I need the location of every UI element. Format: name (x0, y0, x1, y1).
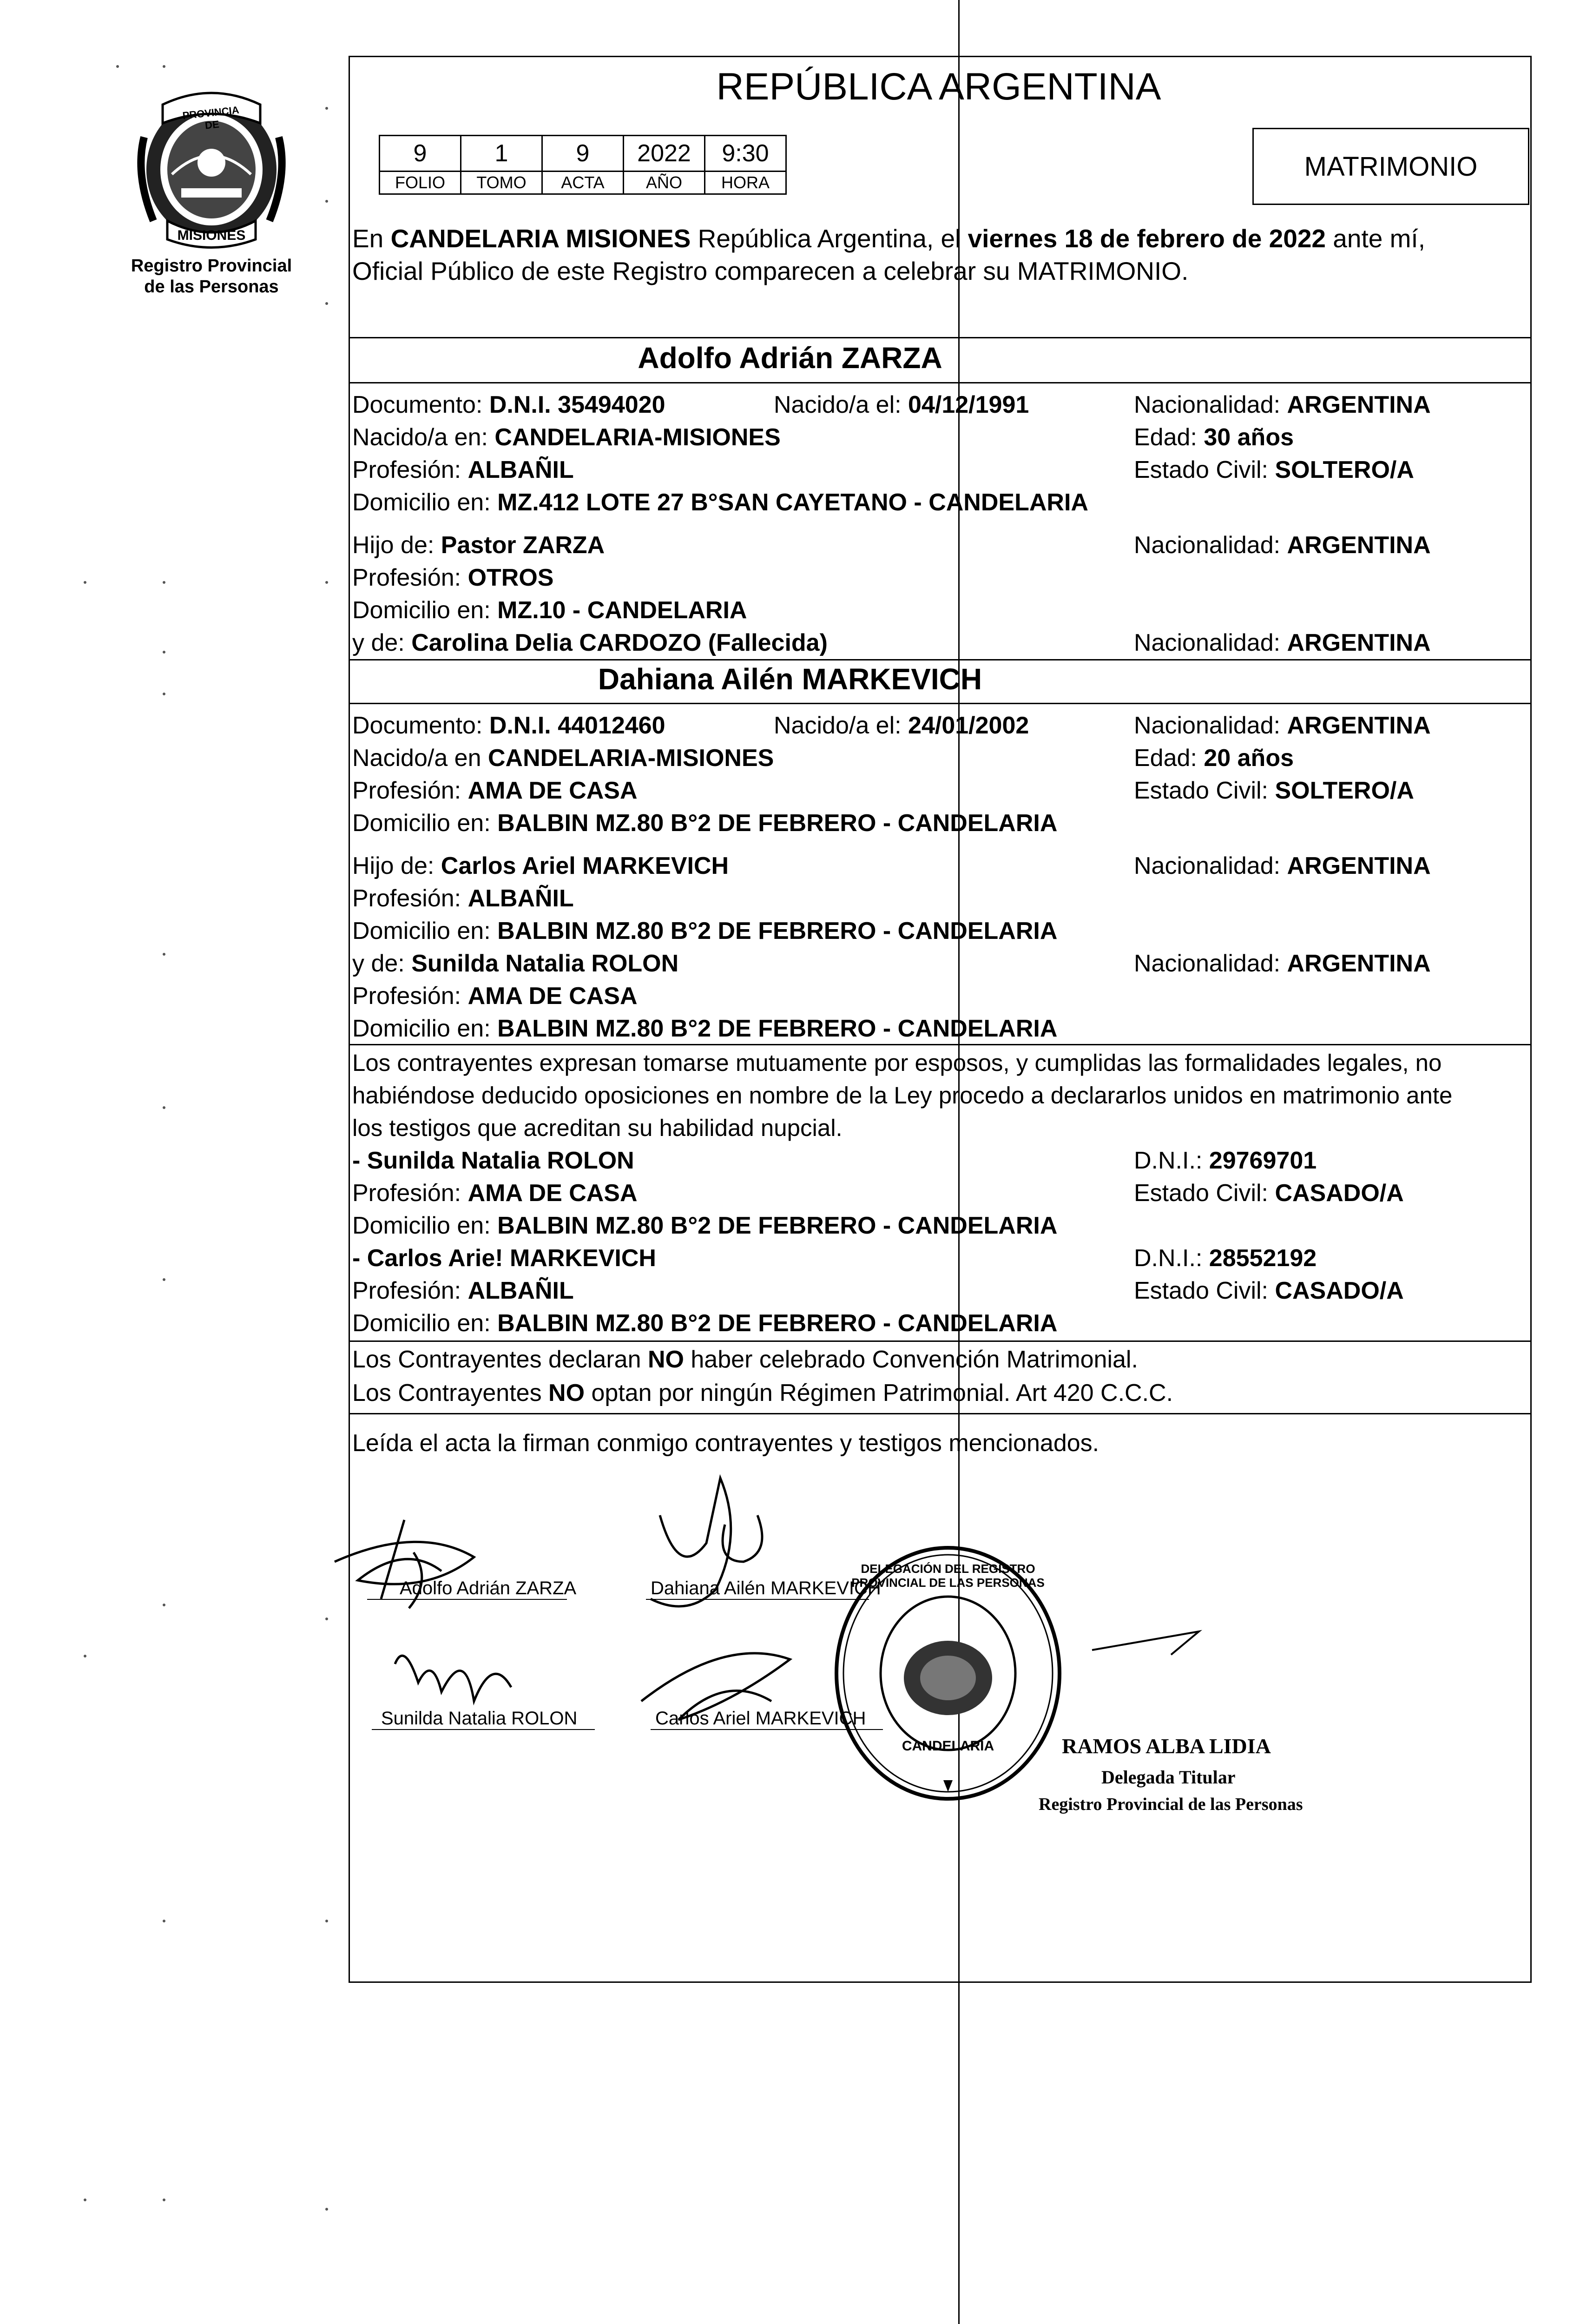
official-role: Delegada Titular (1101, 1767, 1236, 1788)
closing-text: Leída el acta la firman conmigo contrayentes y testigos mencionados. (352, 1430, 1099, 1457)
declaration-line-2: habiéndose deducido oposiciones en nombre de la Ley procedo a declararlos unidos en matrimonio ante (352, 1082, 1453, 1109)
spouse1-civil: Estado Civil: SOLTERO/A (1134, 456, 1414, 483)
witness2-job: Profesión: ALBAÑIL (352, 1277, 574, 1304)
spouse1-born: Nacido/a el: 04/12/1991 (774, 391, 1029, 418)
intro-line-2: Oficial Público de este Registro comparecen a celebrar su MATRIMONIO. (352, 257, 1189, 285)
tomo-value: 1 (461, 136, 542, 172)
spouse1-doc: Documento: D.N.I. 35494020 (352, 391, 665, 418)
divider (349, 382, 1532, 383)
spouse1-name: Adolfo Adrián ZARZA (638, 341, 942, 375)
divider (349, 1340, 1532, 1342)
convention-line-1: Los Contrayentes declaran NO haber celebrado Convención Matrimonial. (352, 1346, 1138, 1373)
spouse1-birthplace: Nacido/a en: CANDELARIA-MISIONES (352, 424, 781, 451)
time-value: 9:30 (705, 136, 786, 172)
witness2-name: - Carlos Arie! MARKEVICH (352, 1245, 656, 1272)
tomo-label: TOMO (461, 172, 542, 194)
divider (349, 1413, 1532, 1414)
spouse1-father: Hijo de: Pastor ZARZA (352, 532, 605, 559)
divider (349, 1044, 1532, 1045)
signature-line (367, 1599, 567, 1600)
spouse1-father-addr: Domicilio en: MZ.10 - CANDELARIA (352, 597, 747, 624)
stamp-ring-text: DELEGACIÓN DEL REGISTRO PROVINCIAL DE LAS PERSONAS (851, 1562, 1045, 1590)
official-name: RAMOS ALBA LIDIA (1062, 1734, 1271, 1758)
spouse1-age: Edad: 30 años (1134, 424, 1294, 451)
spouse1-job: Profesión: ALBAÑIL (352, 456, 574, 483)
time-label: HORA (705, 172, 786, 194)
divider (349, 337, 1532, 338)
spouse2-mother-nat: Nacionalidad: ARGENTINA (1134, 950, 1431, 977)
spouse1-nat: Nacionalidad: ARGENTINA (1134, 391, 1431, 418)
witness2-addr: Domicilio en: BALBIN MZ.80 B°2 DE FEBRERO - CANDELARIA (352, 1310, 1058, 1337)
spouse2-father-addr: Domicilio en: BALBIN MZ.80 B°2 DE FEBRERO - CANDELARIA (352, 918, 1058, 944)
folio-value: 9 (380, 136, 461, 172)
spouse2-father-nat: Nacionalidad: ARGENTINA (1134, 852, 1431, 879)
logo-seal-top: PROVINCIA DE (182, 104, 240, 132)
spouse2-father: Hijo de: Carlos Ariel MARKEVICH (352, 852, 729, 879)
spouse2-doc: Documento: D.N.I. 44012460 (352, 712, 665, 739)
witness1-civil: Estado Civil: CASADO/A (1134, 1180, 1404, 1207)
divider (349, 659, 1532, 660)
spouse2-mother-job: Profesión: AMA DE CASA (352, 983, 638, 1010)
spouse2-mother-addr: Domicilio en: BALBIN MZ.80 B°2 DE FEBRERO - CANDELARIA (352, 1015, 1058, 1042)
witness2-dni: D.N.I.: 28552192 (1134, 1245, 1317, 1272)
witness1-dni: D.N.I.: 29769701 (1134, 1147, 1317, 1174)
acta-label: ACTA (542, 172, 624, 194)
logo-caption-2: de las Personas (144, 277, 279, 297)
registry-table (379, 135, 787, 195)
acta-value: 9 (542, 136, 624, 172)
convention-line-2: Los Contrayentes NO optan por ningún Régimen Patrimonial. Art 420 C.C.C. (352, 1380, 1173, 1406)
witness1-name: - Sunilda Natalia ROLON (352, 1147, 634, 1174)
witness1-job: Profesión: AMA DE CASA (352, 1180, 638, 1207)
declaration-line-1: Los contrayentes expresan tomarse mutuamente por esposos, y cumplidas las formalidades legales, no (352, 1050, 1442, 1076)
spouse1-father-job: Profesión: OTROS (352, 564, 554, 591)
witness1-addr: Domicilio en: BALBIN MZ.80 B°2 DE FEBRERO - CANDELARIA (352, 1212, 1058, 1239)
witness2-civil: Estado Civil: CASADO/A (1134, 1277, 1404, 1304)
declaration-line-3: los testigos que acreditan su habilidad nupcial. (352, 1115, 843, 1141)
spouse1-address: Domicilio en: MZ.412 LOTE 27 B°SAN CAYETANO - CANDELARIA (352, 489, 1088, 516)
spouse2-name: Dahiana Ailén MARKEVICH (598, 662, 982, 696)
divider (349, 703, 1532, 704)
spouse1-mother-nat: Nacionalidad: ARGENTINA (1134, 629, 1431, 656)
spouse2-father-job: Profesión: ALBAÑIL (352, 885, 574, 912)
official-stamp (827, 1538, 1069, 1808)
signature-label-witness2: Carlos Ariel MARKEVICH (655, 1708, 866, 1729)
spouse2-age: Edad: 20 años (1134, 745, 1294, 772)
spouse2-job: Profesión: AMA DE CASA (352, 777, 638, 804)
signature-label-spouse2: Dahiana Ailén MARKEVICH (651, 1578, 881, 1598)
registry-logo (125, 81, 297, 304)
page-title: REPÚBLICA ARGENTINA (716, 66, 1161, 108)
logo-caption-1: Registro Provincial (131, 256, 292, 276)
act-type-badge: MATRIMONIO (1252, 128, 1529, 205)
intro-line-1: En CANDELARIA MISIONES República Argentina, el viernes 18 de febrero de 2022 ante mí, (352, 224, 1425, 253)
spouse1-mother: y de: Carolina Delia CARDOZO (Fallecida) (352, 629, 828, 656)
spouse2-nat: Nacionalidad: ARGENTINA (1134, 712, 1431, 739)
official-office: Registro Provincial de las Personas (1039, 1795, 1303, 1814)
signature-label-spouse1: Adolfo Adrián ZARZA (400, 1578, 577, 1598)
signature-label-witness1: Sunilda Natalia ROLON (381, 1708, 578, 1729)
spouse2-address: Domicilio en: BALBIN MZ.80 B°2 DE FEBRERO - CANDELARIA (352, 810, 1058, 837)
signature-line (372, 1729, 595, 1730)
spouse2-mother: y de: Sunilda Natalia ROLON (352, 950, 679, 977)
spouse2-born: Nacido/a el: 24/01/2002 (774, 712, 1029, 739)
spouse1-father-nat: Nacionalidad: ARGENTINA (1134, 532, 1431, 559)
year-label: AÑO (624, 172, 705, 194)
year-value: 2022 (624, 136, 705, 172)
logo-seal-bottom: MISIONES (177, 228, 246, 243)
stamp-center-text: CANDELARIA (902, 1738, 994, 1754)
spouse2-civil: Estado Civil: SOLTERO/A (1134, 777, 1414, 804)
folio-label: FOLIO (380, 172, 461, 194)
spouse2-birthplace: Nacido/a en CANDELARIA-MISIONES (352, 745, 774, 772)
